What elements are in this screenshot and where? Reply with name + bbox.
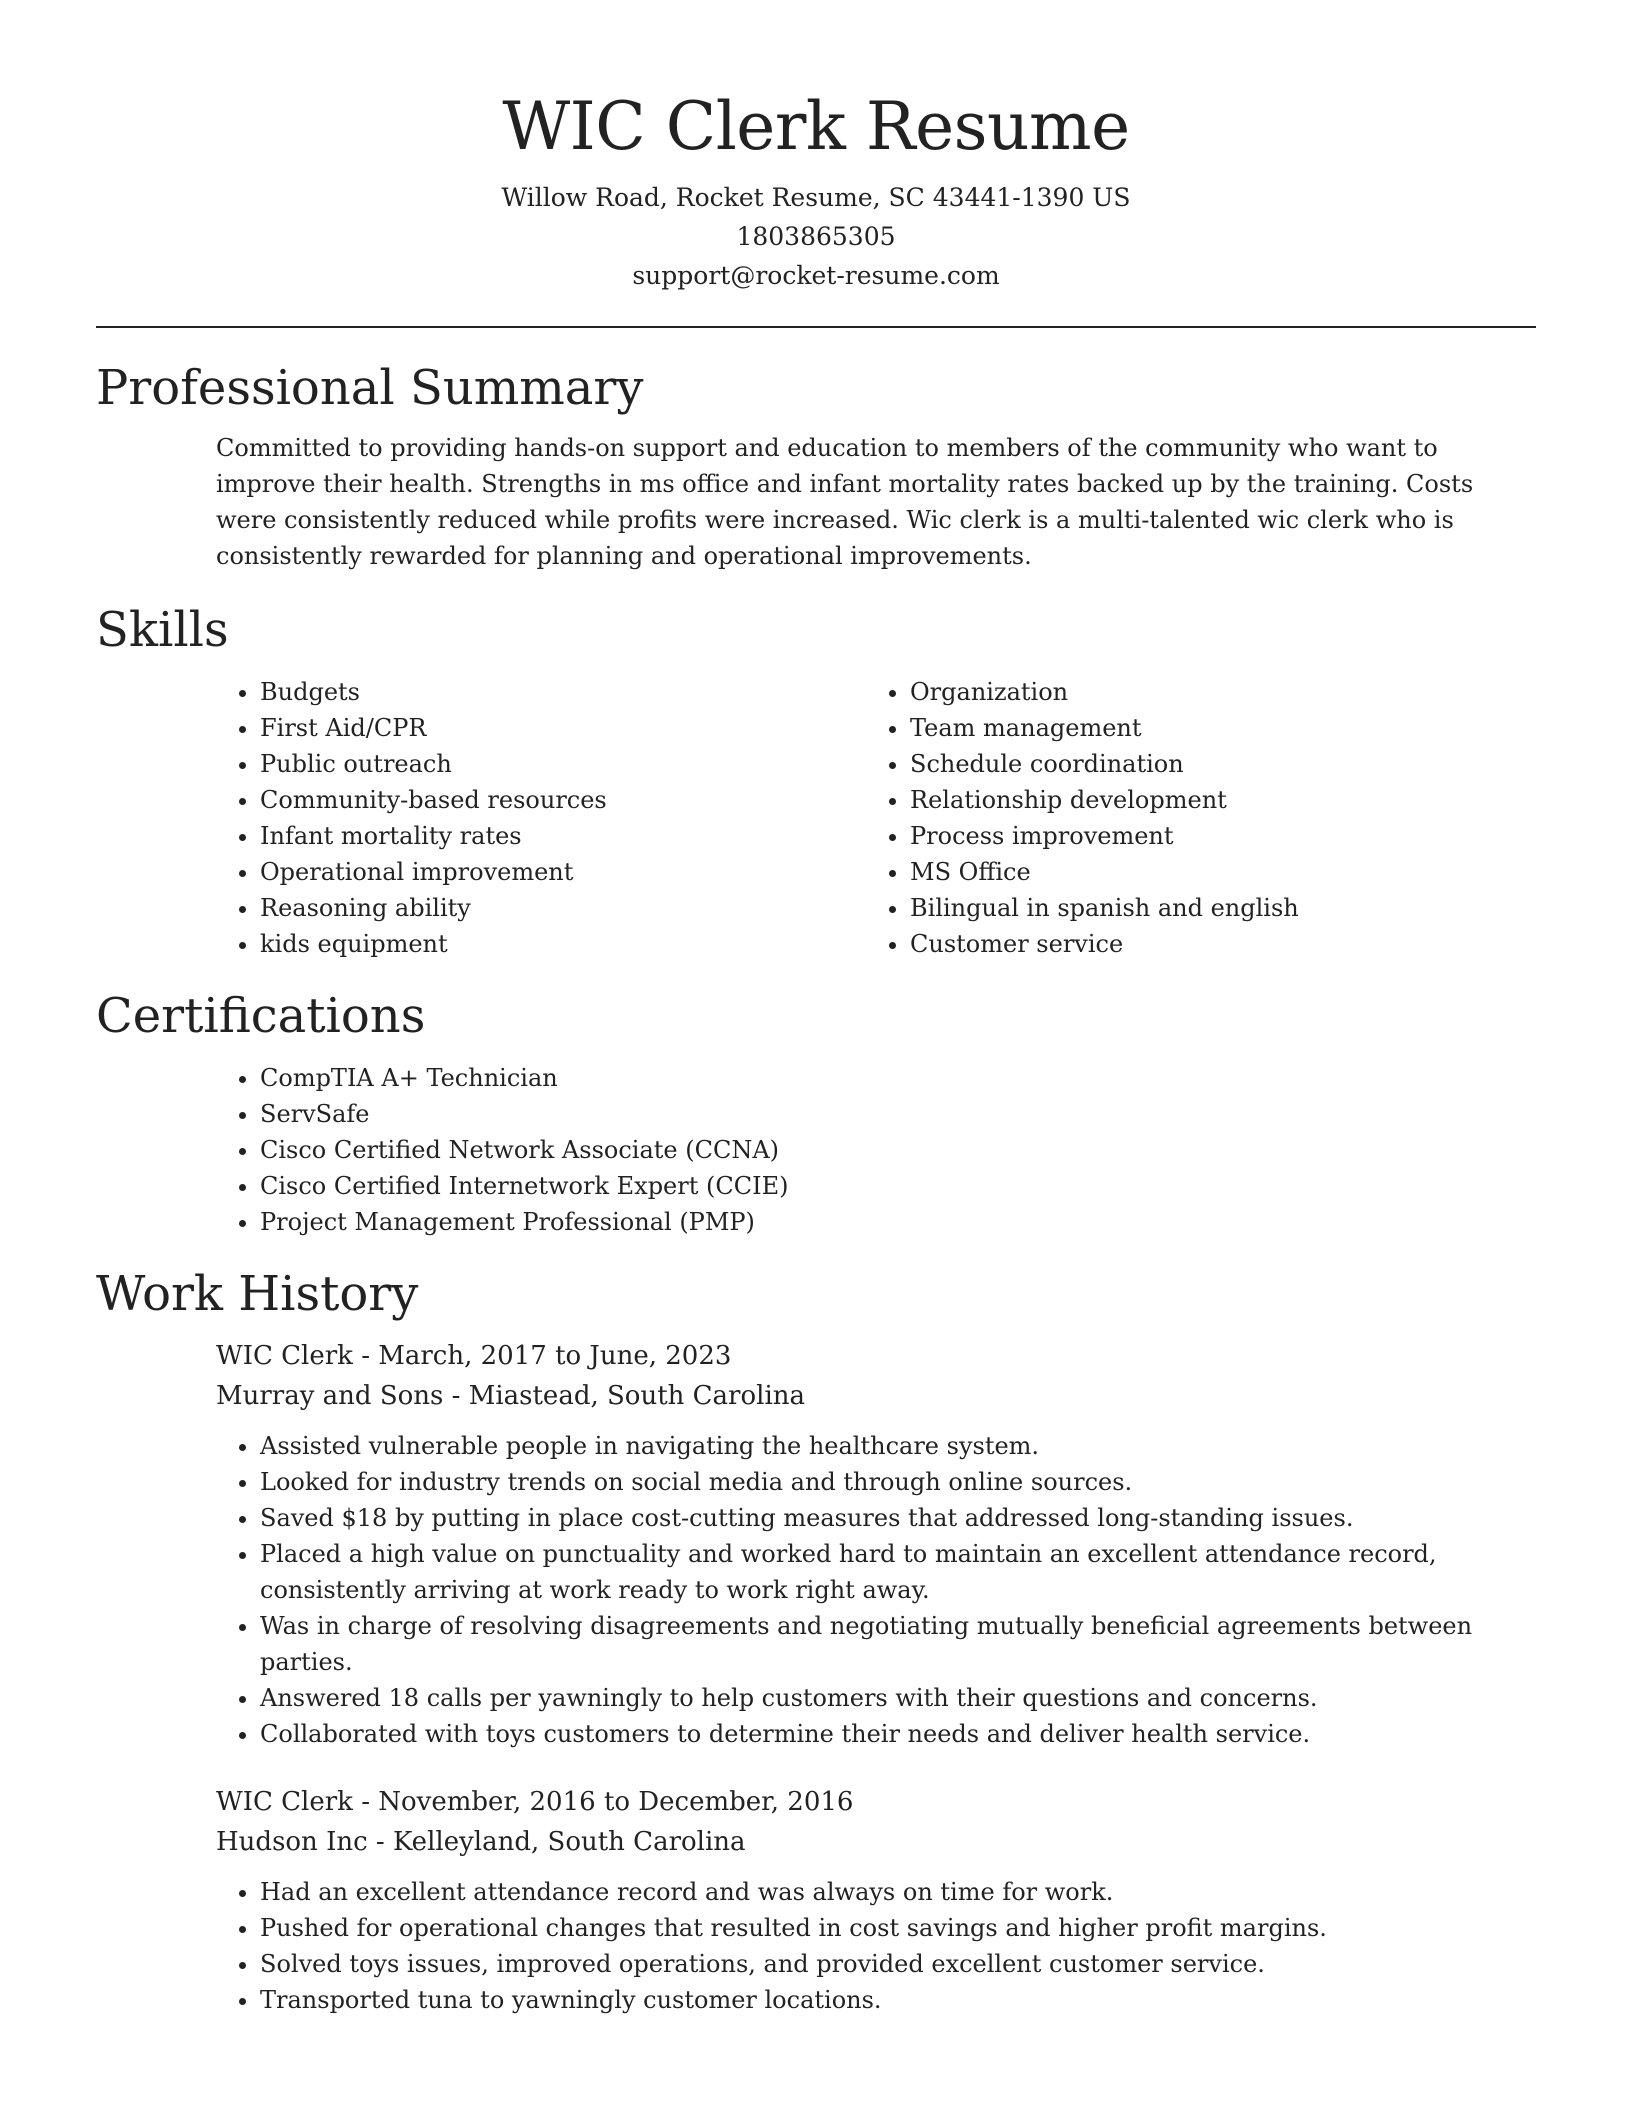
contact-email: support@rocket-resume.com (632, 261, 1000, 290)
certifications-section (96, 986, 1536, 1240)
resume-page (96, 0, 1536, 2018)
job-bullet: • Placed a high value on punctuality and worked hard to maintain an excellent attendance record, consistently arriving at work ready to work right away. (260, 1536, 1536, 1608)
work-history-section (96, 1264, 1536, 2018)
skill-item: • Bilingual in spanish and english (910, 890, 1516, 926)
summary-text: Committed to providing hands-on support and education to members of the community who want to improve their health. Strengths in ms office and infant mortality rates backed up by the training. Costs were consistently reduced while profits were increased. Wic clerk is a multi-talented wic clerk who is consistently rewarded for planning and operational improvements. (216, 434, 1474, 570)
contact-phone: 1803865305 (736, 222, 896, 251)
job-bullets (216, 1874, 1536, 2018)
skills-list-left (216, 674, 866, 962)
header-divider (96, 326, 1536, 328)
skill-item: • Reasoning ability (260, 890, 866, 926)
job-bullet: • Had an excellent attendance record and was always on time for work. (260, 1874, 1536, 1910)
skill-item: • Schedule coordination (910, 746, 1516, 782)
skill-item: • Operational improvement (260, 854, 866, 890)
job-bullet: • Answered 18 calls per yawningly to help customers with their questions and concerns. (260, 1680, 1536, 1716)
skill-item: • Relationship development (910, 782, 1516, 818)
certifications-list (216, 1060, 1536, 1240)
job-bullet: • Was in charge of resolving disagreements and negotiating mutually beneficial agreements between parties. (260, 1608, 1536, 1680)
certifications-heading: Certifications (96, 988, 426, 1044)
job-bullet: • Collaborated with toys customers to determine their needs and deliver health service. (260, 1716, 1536, 1752)
skills-section (96, 600, 1536, 962)
certification-item: • ServSafe (260, 1096, 1536, 1132)
contact-block (96, 178, 1536, 295)
skills-list-right (866, 674, 1516, 962)
job-bullet: • Looked for industry trends on social media and through online sources. (260, 1464, 1536, 1500)
skill-item: • Process improvement (910, 818, 1516, 854)
skills-column-right (866, 674, 1516, 962)
job-company-line: Hudson Inc - Kelleyland, South Carolina (216, 1827, 746, 1857)
job-bullet: • Assisted vulnerable people in navigating the healthcare system. (260, 1428, 1536, 1464)
skills-column-left (216, 674, 866, 962)
skill-item: • Community-based resources (260, 782, 866, 818)
skills-heading: Skills (96, 602, 229, 658)
summary-heading: Professional Summary (96, 360, 644, 416)
job-company-line: Murray and Sons - Miastead, South Carolina (216, 1381, 806, 1411)
job-bullet: • Solved toys issues, improved operations, and provided excellent customer service. (260, 1946, 1536, 1982)
skill-item: • Team management (910, 710, 1516, 746)
skill-item: • First Aid/CPR (260, 710, 866, 746)
job-entry (216, 1782, 1536, 2018)
job-bullet: • Transported tuna to yawningly customer locations. (260, 1982, 1536, 2018)
job-title-line: WIC Clerk - March, 2017 to June, 2023 (216, 1341, 732, 1371)
skill-item: • Budgets (260, 674, 866, 710)
skills-grid (216, 674, 1536, 962)
certification-item: • Project Management Professional (PMP) (260, 1204, 1536, 1240)
certification-item: • CompTIA A+ Technician (260, 1060, 1536, 1096)
certification-item: • Cisco Certified Network Associate (CCNA) (260, 1132, 1536, 1168)
skill-item: • Customer service (910, 926, 1516, 962)
jobs-list (216, 1336, 1536, 2018)
skill-item: • Infant mortality rates (260, 818, 866, 854)
job-title-line: WIC Clerk - November, 2016 to December, 2016 (216, 1787, 854, 1817)
skill-item: • Public outreach (260, 746, 866, 782)
skill-item: • MS Office (910, 854, 1516, 890)
job-bullet: • Pushed for operational changes that resulted in cost savings and higher profit margins. (260, 1910, 1536, 1946)
certifications-list-wrap (216, 1060, 1536, 1240)
summary-section (96, 358, 1536, 574)
certification-item: • Cisco Certified Internetwork Expert (CCIE) (260, 1168, 1536, 1204)
contact-address: Willow Road, Rocket Resume, SC 43441-1390 US (501, 183, 1131, 212)
resume-header (96, 0, 1536, 295)
job-entry (216, 1336, 1536, 1752)
job-bullets (216, 1428, 1536, 1752)
skill-item: • Organization (910, 674, 1516, 710)
resume-title: WIC Clerk Resume (502, 88, 1130, 165)
skill-item: • kids equipment (260, 926, 866, 962)
job-bullet: • Saved $18 by putting in place cost-cutting measures that addressed long-standing issues. (260, 1500, 1536, 1536)
work-history-heading: Work History (96, 1266, 419, 1322)
